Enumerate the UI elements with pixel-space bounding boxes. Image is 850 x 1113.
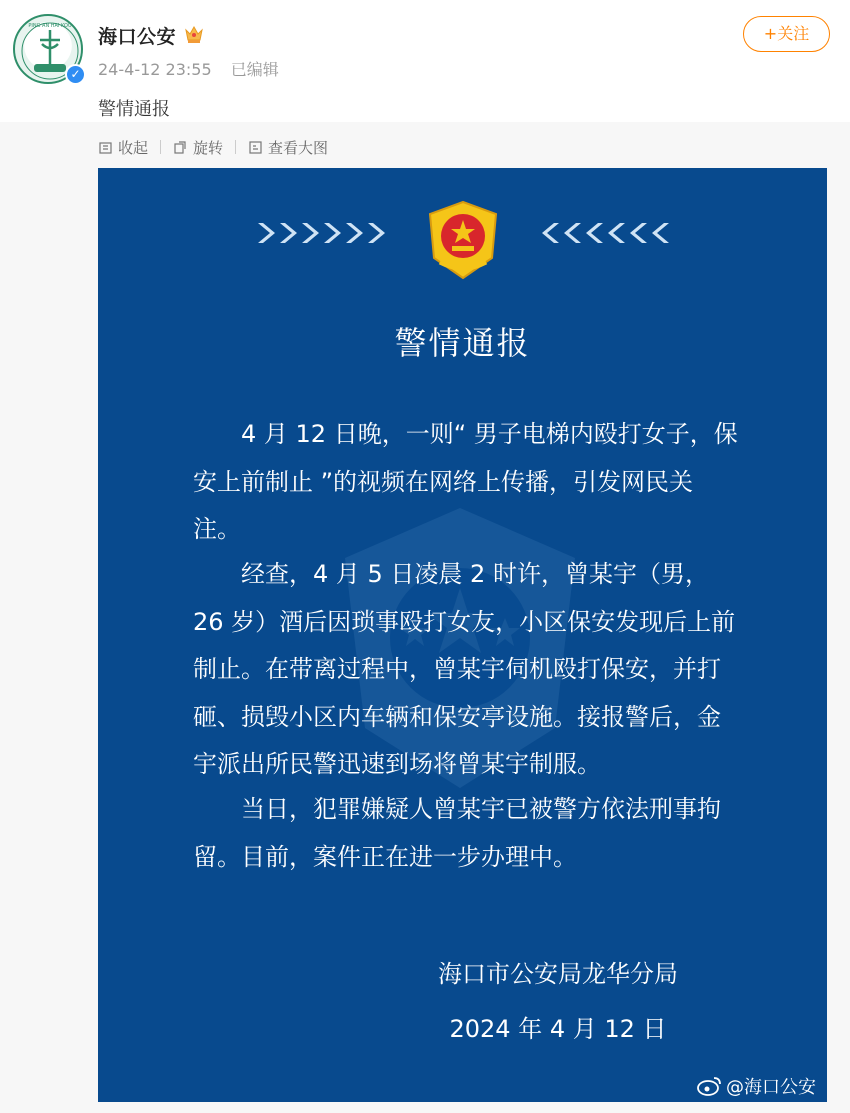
toolbar-divider — [235, 140, 236, 154]
rotate-icon — [173, 140, 188, 155]
police-notice-image[interactable] — [98, 168, 827, 1102]
username[interactable]: 海口公安 — [98, 26, 177, 48]
avatar-lettering: PING AN HAI KOU — [28, 23, 72, 29]
collapse-button[interactable] — [98, 137, 148, 158]
edited-label[interactable]: 已编辑 — [230, 60, 279, 79]
collapse-label: 收起 — [118, 138, 149, 157]
chevrons-left-icon — [531, 220, 671, 246]
verified-badge-icon: ✓ — [65, 64, 86, 85]
notice-paragraph: 经查，4 月 5 日凌晨 2 时许，曾某宇（男，26 岁）酒后因琐事殴打女友，小区保安发现后上前制止。在带离过程中，曾某宇伺机殴打保安，并打砸、损毁小区内车辆和保安亭设施。接报警后，金宇派出所民警迅速到场将曾某宇制服。 — [193, 560, 736, 778]
follow-button[interactable]: +关注 — [743, 16, 830, 52]
rotate-button[interactable] — [173, 137, 223, 158]
weibo-watermark — [697, 1073, 816, 1099]
notice-paragraph: 4 月 12 日晚，一则“ 男子电梯内殴打女子，保安上前制止 ”的视频在网络上传播，引发网民关注。 — [193, 420, 738, 543]
post-timestamp[interactable]: 24-4-12 23:55 — [98, 60, 212, 79]
weibo-logo-icon — [697, 1075, 723, 1097]
weibo-watermark-text: @海口公安 — [726, 1077, 816, 1098]
chevrons-right-icon — [256, 220, 396, 246]
notice-title: 警情通报 — [394, 324, 531, 362]
collapse-icon — [98, 140, 113, 155]
notice-signoff: 海口市公安局龙华分局 — [438, 960, 678, 988]
image-toolbar — [98, 136, 328, 158]
view-large-label: 查看大图 — [268, 138, 329, 157]
notice-paragraph: 当日，犯罪嫌疑人曾某宇已被警方依法刑事拘留。目前，案件正在进一步办理中。 — [193, 795, 721, 871]
magnify-icon — [248, 140, 263, 155]
toolbar-divider — [160, 140, 161, 154]
post-meta — [98, 57, 279, 80]
rotate-label: 旋转 — [193, 138, 224, 157]
post-text: 警情通报 — [98, 99, 170, 120]
police-emblem-icon — [426, 200, 500, 280]
crown-icon[interactable] — [183, 23, 205, 45]
view-large-button[interactable] — [248, 137, 328, 158]
post-header — [0, 0, 850, 122]
notice-date: 2024 年 4 月 12 日 — [449, 1015, 667, 1043]
